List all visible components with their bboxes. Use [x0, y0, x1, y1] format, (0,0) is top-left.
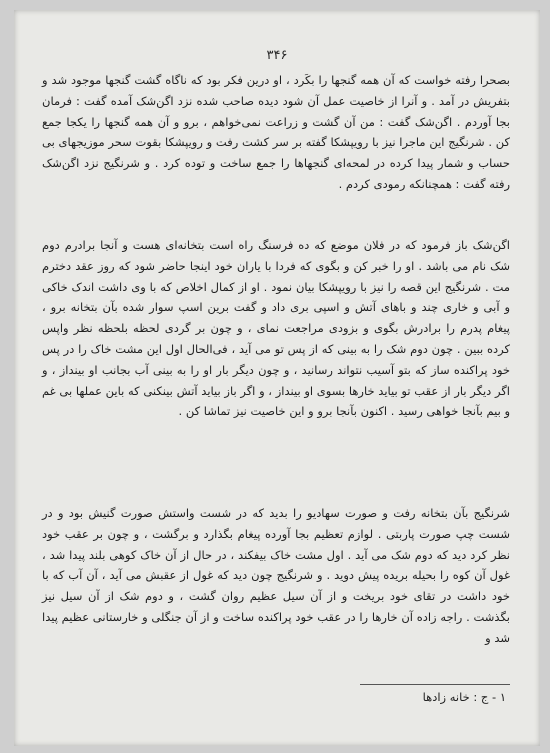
page-number: ۳۴۶: [266, 48, 288, 63]
footnote-divider: [360, 684, 510, 685]
paragraph-2: اگن‌شک باز فرمود که در فلان موضع که ده فرسنگ راه است بتخانه‌ای هست و آنجا برادرم دوم شک نام می باشد . او را خبر کن و بگوی که فردا با یاران خود اینجا حاضر شود که روز عقد دخترم مت . شرنگیج این قصه را نیز با رویپشکا بیان نمود . او از کمال اخلاص که با وی داشت اندک خاکی و آبی و خاری چند و باهای آتش و اسپی بری داد و گفت برین اسپ سوار شده بآن بتخانه برو ، پیغام پدرم را برادرش بگوی و بزودی مراجعت نمای ، و چون بر گردی لحظه بلحظه نظر واپس کرده ببین . چون دوم شک را به بینی که از پس تو می آید ، فی‌الحال اول این مشت خاک را در پس خود پراکنده ساز که بتو آسیب نتواند رسانید ، و چون دیگر بار او را به بینی آب بجانب او بینداز ، و اگر دیگر بار از عقب تو بیاید خارها بسوی او بینداز ، و اگر باز بیاید آتش بینکنی که باین عملها بی غم و بیم بآنجا خواهی رسید . اکنون بآنجا برو و این خاصیت نیز تماشا کن .: [42, 238, 510, 419]
paragraph-1: بصحرا رفته خواست که آن همه گنجها را بکَرد ، او درین فکر بود که ناگاه گشت گنجها موجود شد و بتفریش در آمد . و آنرا از خاصیت عمل آن شود دیده صاحب شده نزد اگن‌شک آمده گفت : فرمان بجا آوردم . اگن‌شک گفت : من آن گشت و زراعت نمی‌خواهم ، برو و آن همه گنجها را یکجا جمع کن . شرنگیج این ماجرا نیز با رویپشکا گفته بر سر کشت رفت و رویپشکا بقوت سحر موزیجهای بی حساب و شمار پیدا کرده در لمحه‌ای گنجهاها را جمع ساخت و توده کرد . و شرنگیج نزد اگن‌شک رفته گفت : همچنانکه رمودی کردم .: [42, 73, 510, 191]
paragraph-3: شرنگیج بآن بتخانه رفت و صورت سهادیو را بدید که در شست واستش صورت گنیش بود و در شست چپ صورت پاربتی . لوازم تعظیم بجا آورده پیغام بگذارد و برگشت ، و چون بر عقب خود نظر کرد دید که دوم شک می آید . اول مشت خاک بیفکند ، در حال از آن خاک کوهی بلند پیدا شد ، غول آن کوه را بحیله بریده پیش دوید . و شرنگیج چون دید که غول از عقبش می آید ، آن آب که با خود داشت در تقای خود بریخت و از آن سیل عظیم روان گشت ، و دوم شک از آن سیل نیز بگذشت . راجه زاده آن خارها را در عقب خود پراکنده ساخت و از آن جنگلی و خارستانی عظیم پیدا شد و: [42, 506, 510, 645]
footnote: ۱ - ج : خانه زادها: [422, 690, 506, 704]
book-page: [14, 10, 540, 746]
